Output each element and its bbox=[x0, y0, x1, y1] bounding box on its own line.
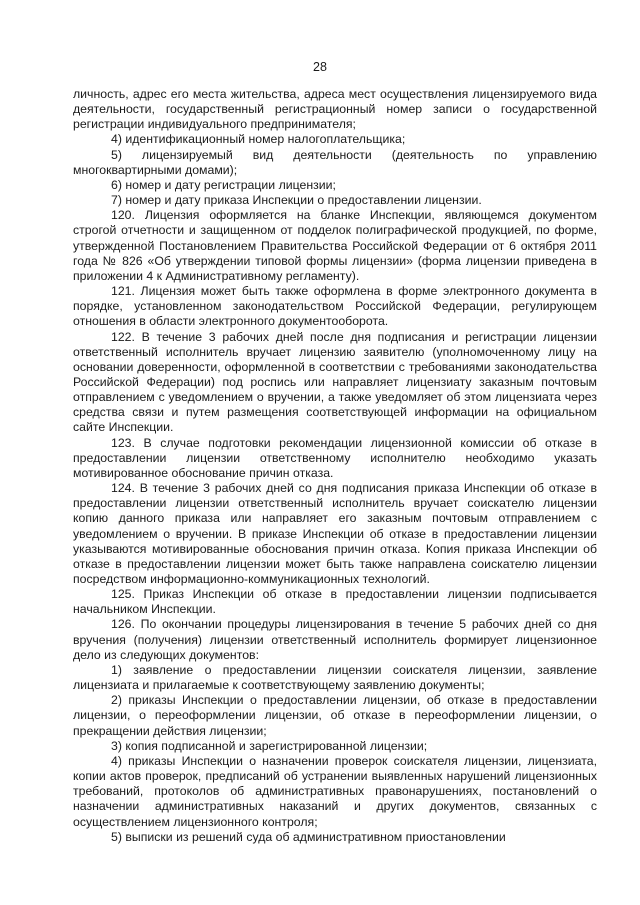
paragraph: 124. В течение 3 рабочих дней со дня подписания приказа Инспекции об отказе в предоставлении лицензии ответственный исполнитель вручает соискателю лицензии копию данного приказа или направляет его заказным почтовым отправлением с уведомлением о вручении. В приказе Инспекции об отказе в предоставлении лицензии указываются мотивированные обоснования причин отказа. Копия приказа Инспекции об отказе в предоставлении лицензии может быть также направлена соискателю лицензии посредством информационно-коммуникационных технологий. bbox=[73, 481, 597, 586]
paragraph: 4) приказы Инспекции о назначении проверок соискателя лицензии, лицензиата, копии актов проверок, предписаний об устранении выявленных нарушений лицензионных требований, протоколов об административных правонарушениях, постановлений о назначении административных наказаний и других документов, связанных с осуществлением лицензионного контроля; bbox=[73, 753, 597, 829]
paragraph: 121. Лицензия может быть также оформлена в форме электронного документа в порядке, установленном законодательством Российской Федерации, регулирующем отношения в области электронного документооборота. bbox=[73, 284, 597, 329]
paragraph: личность, адрес его места жительства, адреса мест осуществления лицензируемого вида деятельности, государственный регистрационный номер записи о государственной регистрации индивидуального предпринимателя; bbox=[73, 87, 597, 132]
paragraph: 123. В случае подготовки рекомендации лицензионной комиссии об отказе в предоставлении лицензии ответственному исполнителю необходимо указать мотивированное обоснование причин отказа. bbox=[73, 435, 597, 480]
paragraph: 5) лицензируемый вид деятельности (деятельность по управлению многоквартирными домами); bbox=[73, 147, 597, 177]
paragraph: 4) идентификационный номер налогоплательщика; bbox=[111, 132, 406, 147]
paragraph: 5) выписки из решений суда об административном приостановлении bbox=[111, 829, 506, 844]
paragraph: 125. Приказ Инспекции об отказе в предоставлении лицензии подписывается начальником Инспекции. bbox=[73, 587, 597, 617]
paragraph: 7) номер и дату приказа Инспекции о предоставлении лицензии. bbox=[111, 193, 482, 208]
page-number: 28 bbox=[313, 60, 327, 74]
paragraph: 120. Лицензия оформляется на бланке Инспекции, являющемся документом строгой отчетности и защищенном от подделок полиграфической продукцией, по форме, утвержденной Постановлением Правительства Российской Федерации от 6 октября 2011 года № 826 «Об утверждении типовой формы лицензии» (форма лицензии приведена в приложении 4 к Административному регламенту). bbox=[73, 208, 597, 283]
paragraph: 1) заявление о предоставлении лицензии соискателя лицензии, заявление лицензиата и прилагаемые к соответствующему заявлению документы; bbox=[73, 662, 597, 693]
paragraph: 6) номер и дату регистрации лицензии; bbox=[111, 177, 336, 192]
paragraph: 122. В течение 3 рабочих дней после дня подписания и регистрации лицензии ответственный исполнитель вручает лицензию заявителю (уполномоченному лицу на основании доверенности, оформленной в соответствии с требованиями законодательства Российской Федерации) под роспись или направляет лицензиату заказным почтовым отправлением с уведомлением о вручении, а также уведомляет об этом лицензиата через средства связи и путем размещения соответствующей информации на официальном сайте Инспекции. bbox=[73, 329, 597, 435]
paragraph: 3) копия подписанной и зарегистрированной лицензии; bbox=[111, 738, 428, 753]
paragraph: 2) приказы Инспекции о предоставлении лицензии, об отказе в предоставлении лицензии, о переоформлении лицензии, об отказе в переоформлении лицензии, о прекращении действия лицензии; bbox=[73, 693, 597, 738]
paragraph: 126. По окончании процедуры лицензирования в течение 5 рабочих дней со дня вручения (получения) лицензии ответственный исполнитель формирует лицензионное дело из следующих документов: bbox=[73, 617, 597, 662]
document-body bbox=[73, 87, 597, 845]
